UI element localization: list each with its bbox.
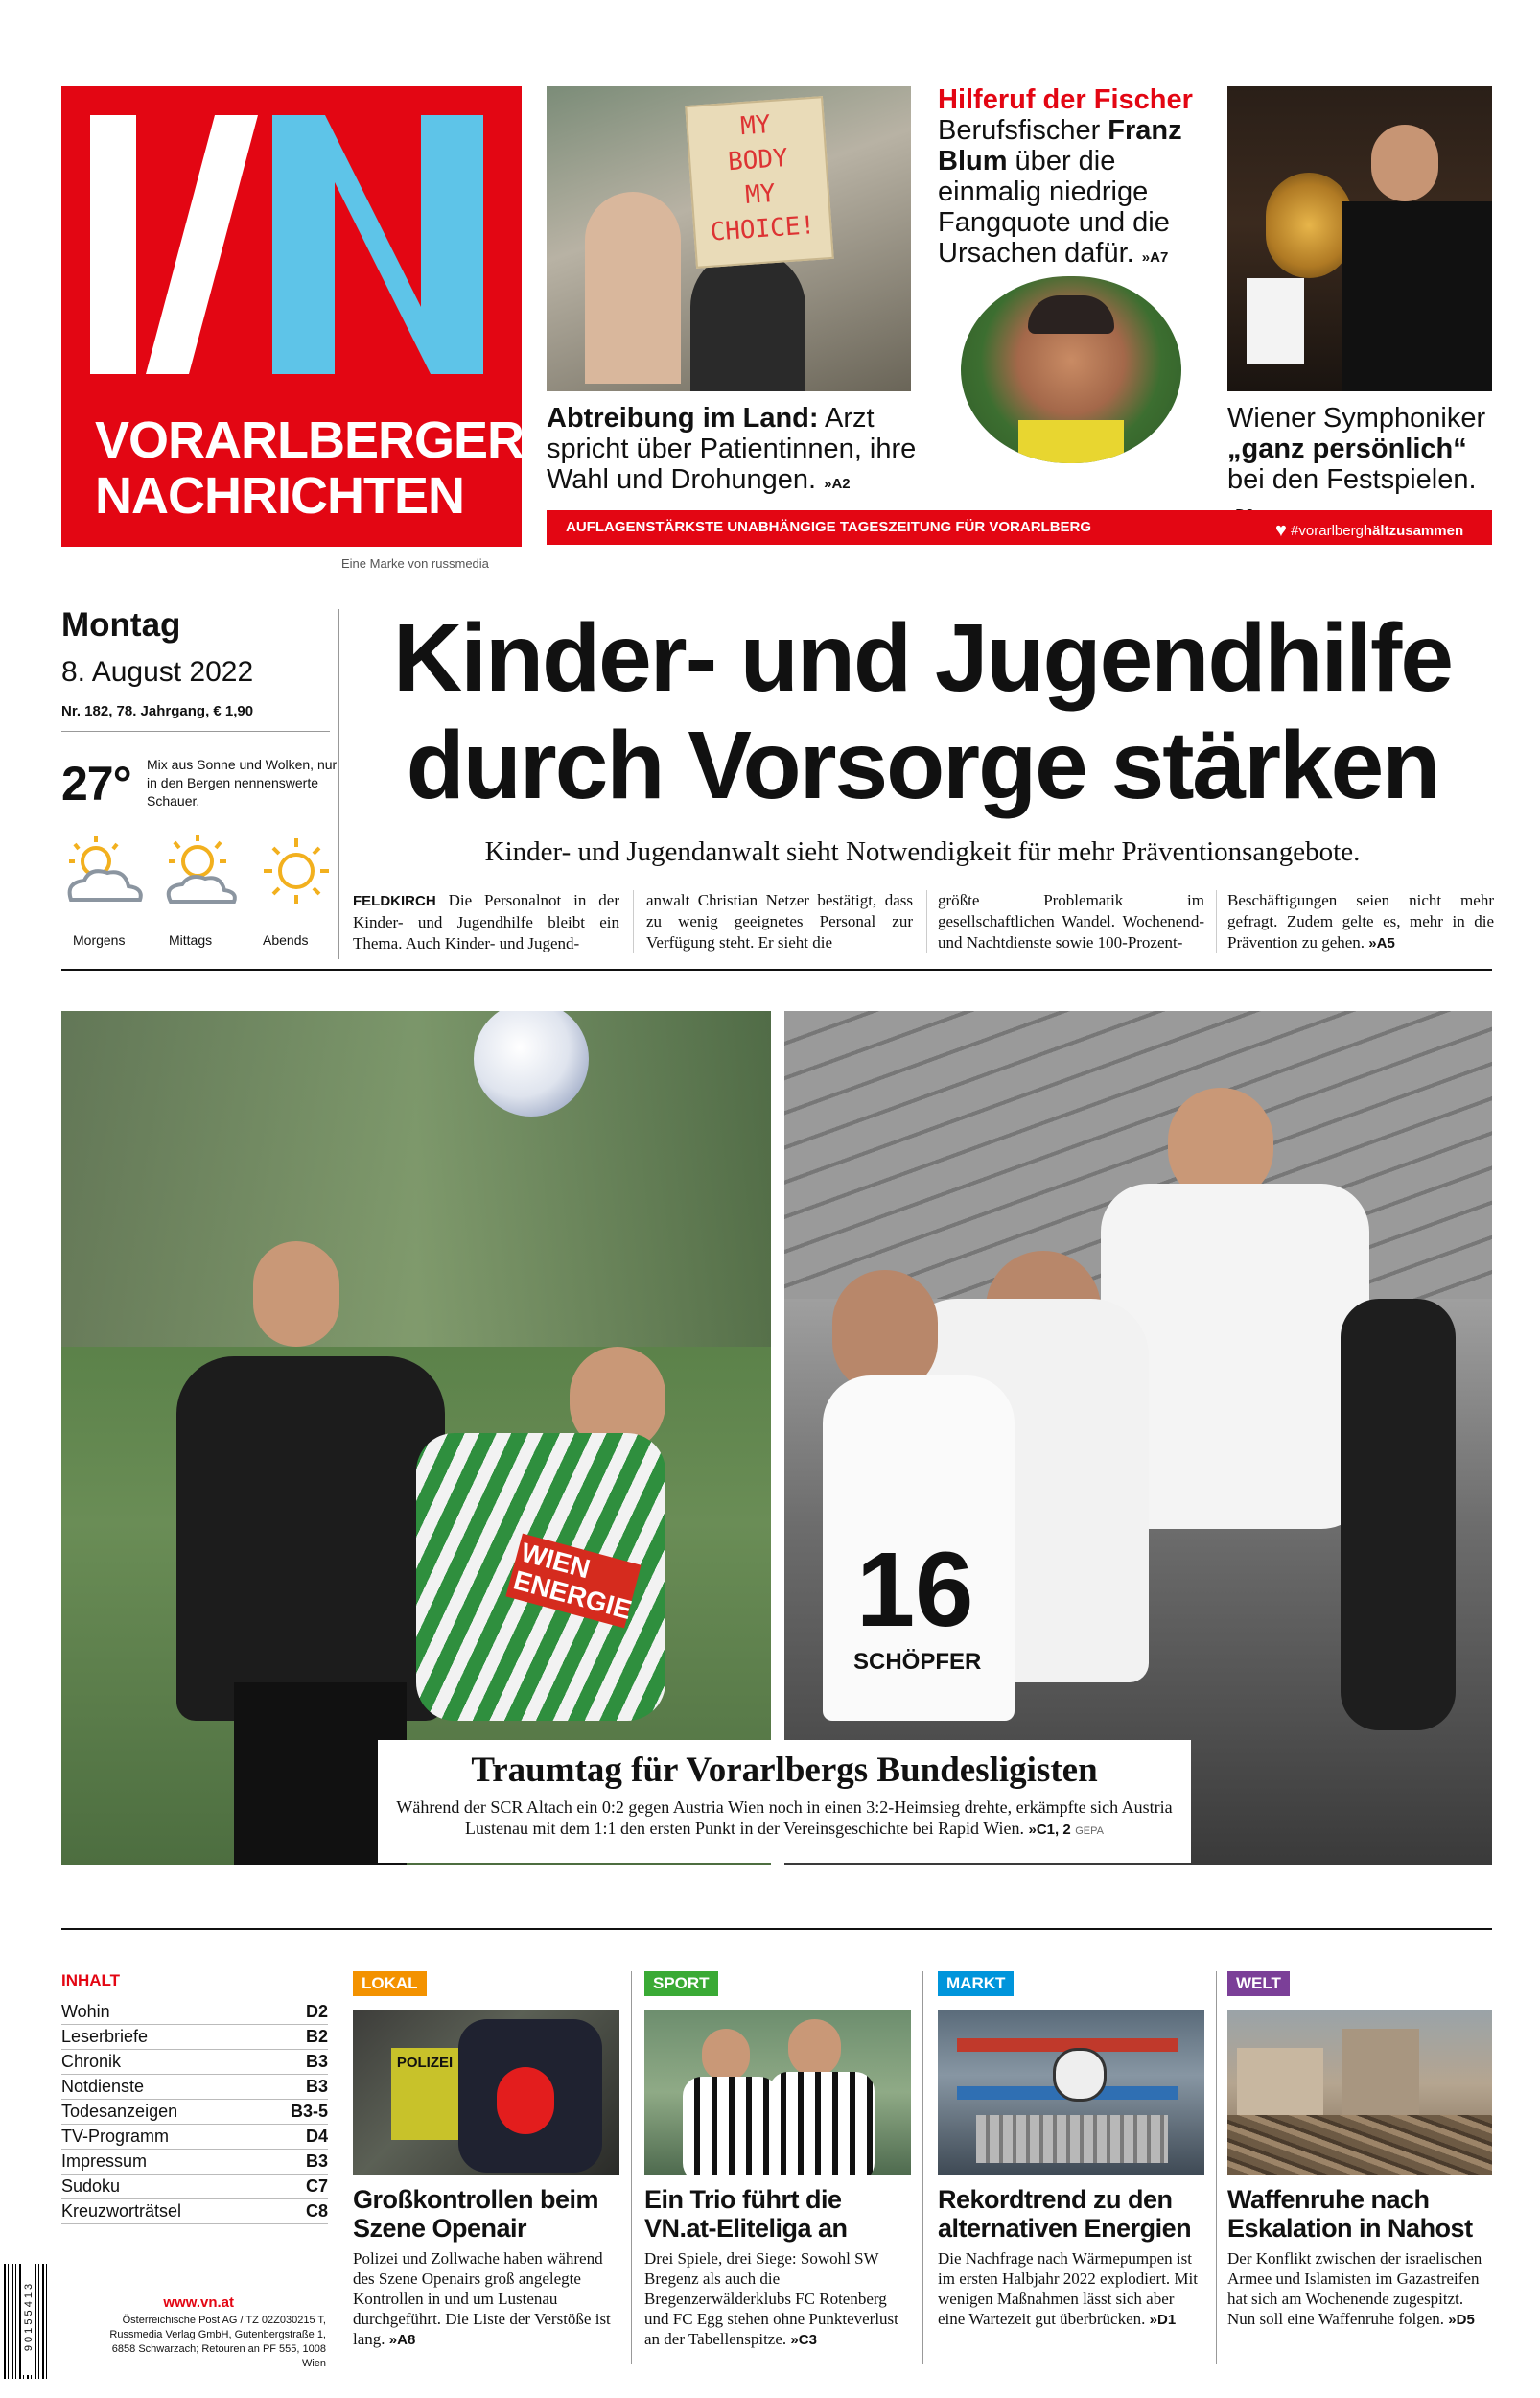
jersey-name: SCHÖPFER — [853, 1649, 982, 1675]
date: 8. August 2022 — [61, 656, 254, 688]
markt-text: Die Nachfrage nach Wärmepumpen ist im ersten Halbjahr 2022 explodiert. Mit wenigen Maßnahmen lässt sich aber eine Wartezeit gut überbrücken. »D1 — [938, 2249, 1198, 2328]
sports-feature-text: Während der SCR Altach ein 0:2 gegen Austria Wien noch in einen 3:2-Heimsieg drehte, erkämpfte sich Austria Lustenau mit dem 1:1 den ersten Punkt in der Vereinsgeschichte bei Rapid Wien. »C1, 2 GEPA — [396, 1798, 1173, 1838]
toc-title: INHALT — [61, 1971, 121, 1989]
sun-cloud-icon — [157, 833, 244, 909]
section-label-welt[interactable]: WELT — [1227, 1971, 1290, 1996]
fisher-teaser[interactable]: Hilferuf der Fischer Berufsfischer Franz Blum über die einmalig niedrige Fangquote und die Ursachen dafür. »A7 — [938, 84, 1193, 269]
football-photo-altach[interactable] — [784, 1011, 1492, 1865]
forecast-label: Abends — [263, 932, 309, 948]
toc-item[interactable]: Impressum B3 — [61, 2149, 328, 2175]
weather-forecast — [61, 833, 339, 948]
imprint: Österreichische Post AG / TZ 02Z030215 T, Russmedia Verlag GmbH, Gutenbergstraße 1, 6858 Schwarzach; Retouren an PF 555, 1008 Wien — [109, 2315, 326, 2369]
brand-note: Eine Marke von russmedia — [341, 556, 489, 571]
football-photo-rapid[interactable] — [61, 1011, 771, 1865]
sports-feature-caption[interactable] — [378, 1740, 1191, 1863]
sport-text: Drei Spiele, drei Siege: Sowohl SW Bregenz als auch die Bregenzerwälderklubs FC Rotenberg und FC Egg stehen ohne Punkteverlust an der Tabellenspitze. »C3 — [644, 2249, 898, 2348]
lead-headline[interactable]: Kinder- und Jugendhilfe durch Vorsorge stärken — [393, 604, 1452, 819]
section-label-lokal[interactable]: LOKAL — [353, 1971, 427, 1996]
symphony-photo[interactable] — [1227, 86, 1492, 391]
vn-logo-icon — [90, 115, 493, 374]
slogan-text: AUFLAGENSTÄRKSTE UNABHÄNGIGE TAGESZEITUNG FÜR VORARLBERG — [566, 519, 1092, 535]
lead-column-1: FELDKIRCH Die Personalnot in der Kinder- und Jugendhilfe bleibt ein Thema. Auch Kinder- und Jugend- — [353, 891, 619, 952]
sports-feature-title: Traumtag für Vorarlbergs Bundesligisten — [471, 1751, 1098, 1790]
toc-item[interactable]: Chronik B3 — [61, 2049, 328, 2075]
temperature: 27° — [61, 757, 131, 811]
sun-cloud-icon — [61, 833, 148, 909]
lead-column-2: anwalt Christian Netzer bestätigt, dass zu wenig geeignetes Personal zur Verfügung steht. Er sieht die — [646, 891, 913, 952]
barcode-digits: 9 0 1 5 5 4 1 3 — [23, 2260, 35, 2375]
markt-photo[interactable] — [938, 2010, 1204, 2175]
protest-photo[interactable] — [547, 86, 911, 391]
fisher-portrait[interactable] — [961, 276, 1181, 463]
toc-item[interactable]: Sudoku C7 — [61, 2174, 328, 2199]
toc-item[interactable]: Notdienste B3 — [61, 2074, 328, 2100]
heart-icon: ♥ — [1275, 520, 1287, 541]
slogan-bar — [547, 510, 1492, 545]
austria-emblem — [497, 2067, 554, 2134]
lead-subhead: Kinder- und Jugendanwalt sieht Notwendigkeit für mehr Präventionsangebote. — [484, 836, 1361, 867]
protest-sign: MY BODY MY CHOICE! — [685, 96, 834, 269]
welt-photo[interactable] — [1227, 2010, 1492, 2175]
toc-item[interactable]: Kreuzworträtsel C8 — [61, 2198, 328, 2224]
lead-column-3: größte Problematik im gesellschaftlichen Wandel. Wochenend- und Nachtdienste sowie 100-Prozent- — [938, 891, 1204, 952]
toc-item[interactable]: Leserbriefe B2 — [61, 2024, 328, 2050]
toc-item[interactable]: Wohin D2 — [61, 1999, 328, 2025]
forecast-label: Mittags — [169, 932, 213, 948]
welt-title[interactable]: Waffenruhe nach Eskalation in Nahost — [1227, 2185, 1473, 2243]
lead-column-4: Beschäftigungen seien nicht mehr gefragt. Zudem gelte es, mehr in die Prävention zu gehen. »A5 — [1227, 891, 1494, 952]
lokal-title[interactable]: Großkontrollen beim Szene Openair — [353, 2185, 599, 2243]
website-link[interactable]: www.vn.at — [163, 2294, 234, 2311]
sport-title[interactable]: Ein Trio führt die VN.at-Eliteliga an — [644, 2185, 848, 2243]
forecast-label: Morgens — [73, 932, 126, 948]
section-label-sport[interactable]: SPORT — [644, 1971, 718, 1996]
lokal-photo[interactable] — [353, 2010, 619, 2175]
police-patch: POLIZEI — [391, 2048, 458, 2140]
masthead-name: VORARLBERGER NACHRICHTEN — [95, 411, 525, 525]
hashtag[interactable]: ♥ #vorarlberghältzusammen — [1275, 520, 1464, 541]
abortion-teaser[interactable]: Abtreibung im Land: Arzt spricht über Patientinnen, ihre Wahl und Drohungen. »A2 — [547, 403, 917, 495]
jersey-number: 16 — [856, 1531, 974, 1649]
markt-title[interactable]: Rekordtrend zu den alternativen Energien — [938, 2185, 1192, 2243]
weather-text: Mix aus Sonne und Wolken, nur in den Bergen nennenswerte Schauer. — [147, 757, 338, 809]
section-label-markt[interactable]: MARKT — [938, 1971, 1014, 1996]
sport-photo[interactable] — [644, 2010, 911, 2175]
sun-icon — [253, 833, 339, 909]
toc-item[interactable]: TV-Programm D4 — [61, 2124, 328, 2150]
issue-info: Nr. 182, 78. Jahrgang, € 1,90 — [61, 703, 254, 719]
jersey-sponsor: WIEN ENERGIE — [505, 1534, 641, 1629]
weekday: Montag — [61, 606, 181, 644]
symphony-teaser[interactable]: Wiener Symphoniker „ganz persönlich“ bei den Festspielen. — [1227, 403, 1486, 495]
vn-logo[interactable] — [61, 86, 525, 547]
lokal-text: Polizei und Zollwache haben während des Szene Openairs groß angelegte Kontrollen in und um Lustenau durchgeführt. Die Liste der Verstöße ist lang. »A8 — [353, 2249, 611, 2348]
toc-item[interactable]: Todesanzeigen B3-5 — [61, 2099, 328, 2125]
welt-text: Der Konflikt zwischen der israelischen Armee und Islamisten im Gazastreifen hat sich am Wochenende zugespitzt. Nun soll eine Waffenruhe folgen. »D5 — [1227, 2249, 1482, 2328]
